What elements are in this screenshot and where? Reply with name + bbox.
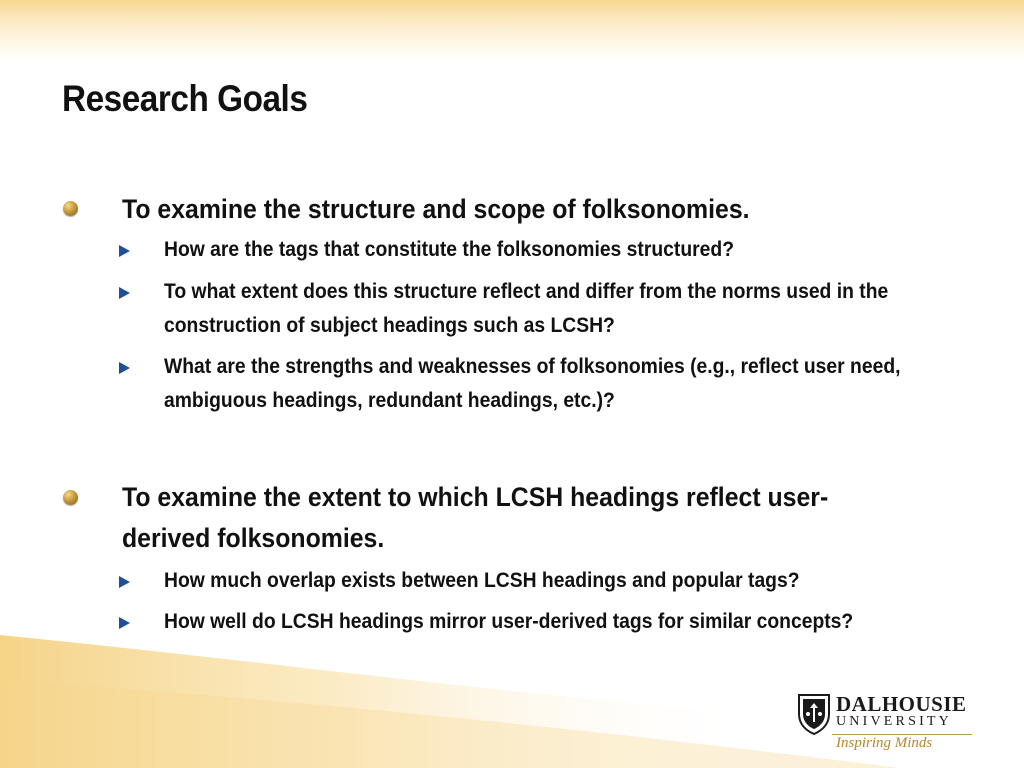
subpoint-item: To what extent does this structure reflect and differ from the norms used in the construction of subject headings such as LCSH?: [164, 280, 889, 337]
logo-tagline: Inspiring Minds: [836, 735, 933, 751]
slide-title: Research Goals: [62, 78, 308, 119]
subpoint-item: How are the tags that constitute the folksonomies structured?: [164, 238, 735, 261]
goal-item: To examine the structure and scope of folksonomies.: [122, 194, 750, 224]
triangle-bullet-icon: [119, 617, 130, 629]
gold-bullet-icon: [63, 490, 78, 505]
top-gradient-band: [0, 0, 1024, 60]
subpoint-item: How well do LCSH headings mirror user-derived tags for similar concepts?: [164, 610, 854, 633]
triangle-bullet-icon: [119, 362, 130, 374]
subpoint-item: What are the strengths and weaknesses of folksonomies (e.g., reflect user need, ambiguous headings, redundant headings, etc.)?: [164, 355, 901, 412]
subpoint-item: How much overlap exists between LCSH headings and popular tags?: [164, 569, 800, 592]
goal-item: To examine the extent to which LCSH headings reflect user-derived folksonomies.: [122, 482, 829, 553]
triangle-bullet-icon: [119, 576, 130, 588]
logo-name: DALHOUSIE: [836, 692, 967, 716]
dalhousie-logo: [796, 692, 976, 752]
university-crest-icon: [796, 692, 832, 736]
logo-university: UNIVERSITY: [836, 714, 952, 729]
triangle-bullet-icon: [119, 287, 130, 299]
gold-bullet-icon: [63, 201, 78, 216]
triangle-bullet-icon: [119, 245, 130, 257]
